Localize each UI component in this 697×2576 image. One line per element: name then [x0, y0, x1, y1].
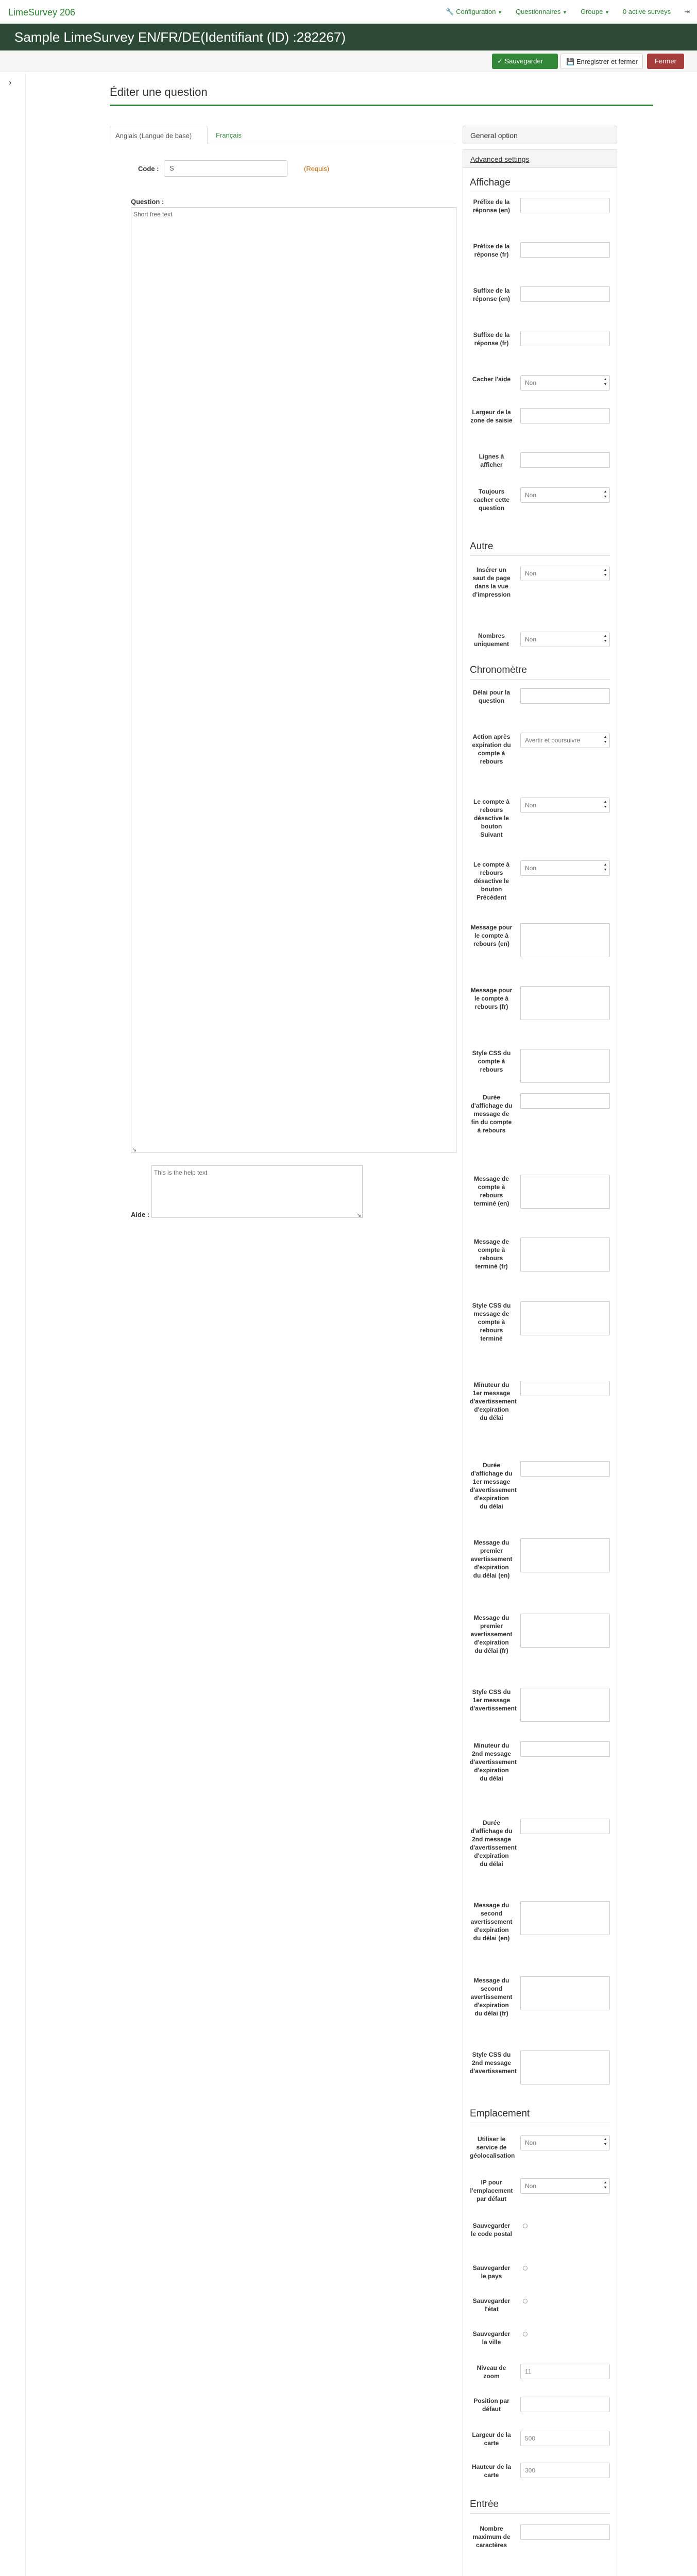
map-height-label: Hauteur de la carte	[471, 2463, 512, 2479]
help-textarea[interactable]	[151, 1165, 363, 1218]
advanced-settings-accordion[interactable]: Advanced settings	[463, 149, 617, 168]
select-arrows-icon: ▲ ▼	[603, 378, 607, 386]
rows-label: Lignes à afficher	[479, 453, 504, 468]
finish-css-label: Style CSS du message de compte à rebours terminé	[472, 1302, 511, 1342]
warn2-msg-en-textarea[interactable]	[520, 1901, 610, 1935]
suffix-en-label: Suffixe de la réponse (en)	[472, 287, 510, 302]
survey-title: Sample LimeSurvey EN/FR/DE(Identifiant (ID) :282267)	[14, 29, 346, 45]
warn1-msg-en-label: Message du premier avertissement d'expiration du délai (en)	[470, 1539, 513, 1579]
resize-handle-icon[interactable]: ↘	[356, 1212, 362, 1218]
prefix-en-input[interactable]	[520, 198, 610, 213]
warn2-css-label: Style CSS du 2nd message d'avertissement	[470, 2051, 517, 2075]
warn2-msg-fr-textarea[interactable]	[520, 1976, 610, 2010]
map-height-input[interactable]: 300	[520, 2463, 610, 2478]
warn1-msg-en-textarea[interactable]	[520, 1538, 610, 1572]
disable-prev-select[interactable]: Non ▲ ▼	[520, 860, 610, 876]
time-limit-label: Délai pour la question	[472, 689, 511, 704]
section-emplacement: Emplacement	[470, 2108, 530, 2119]
hide-tip-select[interactable]: Non ▲ ▼	[520, 375, 610, 391]
save-country-label: Sauvegarder le pays	[472, 2264, 511, 2280]
nav-menu	[446, 8, 690, 16]
warn1-duration-input[interactable]	[520, 1461, 610, 1477]
page-break-label: Insérer un saut de page dans la vue d'impression	[472, 566, 511, 598]
section-affichage: Affichage	[470, 177, 511, 188]
survey-title-bar	[0, 24, 697, 50]
zoom-input[interactable]: 11	[520, 2364, 610, 2379]
finish-duration-input[interactable]	[520, 1093, 610, 1109]
geo-service-select[interactable]: Non ▲ ▼	[520, 2135, 610, 2150]
max-chars-input[interactable]	[520, 2524, 610, 2540]
suffix-en-input[interactable]	[520, 286, 610, 302]
prefix-fr-label: Préfixe de la réponse (fr)	[473, 243, 510, 258]
numbers-only-select[interactable]: Non ▲ ▼	[520, 632, 610, 647]
warn1-css-label: Style CSS du 1er message d'avertissement	[470, 1688, 517, 1712]
title-divider	[110, 105, 653, 106]
code-input[interactable]: S	[164, 160, 287, 177]
finish-duration-label: Durée d'affichage du message de fin du compte à rebours	[470, 1094, 513, 1134]
resize-handle-icon[interactable]: ↘	[132, 1147, 137, 1153]
finish-msg-fr-textarea[interactable]	[520, 1238, 610, 1272]
section-divider	[470, 679, 610, 680]
map-width-input[interactable]: 500	[520, 2431, 610, 2446]
warn1-duration-label: Durée d'affichage du 1er message d'avertissement d'expiration du délai	[470, 1462, 517, 1510]
save-country-radio[interactable]	[523, 2266, 528, 2270]
time-action-label: Action après expiration du compte à rebours	[472, 733, 511, 765]
nav-groupe[interactable]: Groupe ▼	[580, 8, 609, 15]
countdown-msg-en-textarea[interactable]	[520, 923, 610, 957]
ip-default-select[interactable]: Non ▲ ▼	[520, 2178, 610, 2194]
warn2-msg-en-label: Message du second avertissement d'expiration du délai (en)	[470, 1902, 513, 1942]
tab-french[interactable]: Français	[216, 131, 242, 139]
always-hide-label: Toujours cacher cette question	[473, 488, 510, 512]
finish-msg-en-label: Message de compte à rebours terminé (en)	[473, 1175, 509, 1207]
sidebar-collapsed	[0, 72, 26, 2576]
top-navbar	[0, 0, 697, 24]
general-option-accordion[interactable]: General option	[463, 126, 617, 144]
save-button[interactable]: ✓ Sauvegarder	[492, 54, 558, 69]
countdown-msg-en-label: Message pour le compte à rebours (en)	[470, 924, 513, 947]
chevron-down-icon: ▼	[604, 10, 609, 15]
save-zip-radio[interactable]	[523, 2224, 528, 2228]
warn2-css-textarea[interactable]	[520, 2050, 610, 2084]
question-label: Question :	[131, 198, 164, 206]
suffix-fr-label: Suffixe de la réponse (fr)	[473, 331, 510, 347]
warn2-duration-input[interactable]	[520, 1819, 610, 1834]
select-arrows-icon: ▲ ▼	[603, 568, 607, 577]
finish-msg-fr-label: Message de compte à rebours terminé (fr)	[473, 1238, 509, 1270]
prefix-en-label: Préfixe de la réponse (en)	[472, 198, 510, 214]
chevron-right-icon[interactable]: ›	[9, 78, 12, 87]
ip-default-label: IP pour l'emplacement par défaut	[470, 2179, 513, 2202]
warn1-msg-fr-label: Message du premier avertissement d'expiration du délai (fr)	[470, 1614, 513, 1654]
always-hide-select[interactable]: Non ▲ ▼	[520, 487, 610, 503]
save-and-close-button[interactable]: 💾 Enregistrer et fermer	[560, 54, 643, 69]
warn2-timer-label: Minuteur du 2nd message d'avertissement d'expiration du délai	[470, 1742, 517, 1782]
question-text: Short free text	[133, 211, 173, 218]
close-button[interactable]: Fermer	[647, 54, 684, 69]
save-state-label: Sauvegarder l'état	[472, 2297, 511, 2313]
select-arrows-icon: ▲ ▼	[603, 2181, 607, 2190]
prefix-fr-input[interactable]	[520, 242, 610, 258]
page-break-select[interactable]: Non ▲ ▼	[520, 566, 610, 581]
finish-css-textarea[interactable]	[520, 1301, 610, 1335]
question-editor[interactable]	[131, 207, 456, 1153]
warn1-timer-input[interactable]	[520, 1381, 610, 1396]
brand-logo-text[interactable]: LimeSurvey 206	[8, 7, 76, 18]
page-title: Éditer une question	[110, 86, 208, 98]
action-toolbar	[0, 50, 697, 72]
select-arrows-icon: ▲ ▼	[603, 2138, 607, 2146]
countdown-msg-fr-textarea[interactable]	[520, 986, 610, 1020]
chevron-down-icon: ▼	[563, 10, 567, 15]
default-pos-input[interactable]	[520, 2397, 610, 2412]
logout-icon[interactable]: ⇥	[684, 8, 690, 15]
default-pos-label: Position par défaut	[473, 2397, 509, 2413]
save-city-label: Sauvegarder la ville	[472, 2330, 511, 2346]
select-arrows-icon: ▲ ▼	[603, 634, 607, 643]
text-width-input[interactable]	[520, 408, 610, 423]
map-width-label: Largeur de la carte	[472, 2431, 511, 2447]
advanced-settings-panel	[463, 168, 617, 2576]
nav-questionnaires[interactable]: Questionnaires ▼	[515, 8, 567, 15]
select-arrows-icon: ▲ ▼	[603, 490, 607, 499]
text-width-label: Largeur de la zone de saisie	[470, 409, 513, 424]
warn1-timer-label: Minuteur du 1er message d'avertissement d'expiration du délai	[470, 1381, 517, 1421]
help-label: Aide :	[131, 1211, 150, 1218]
select-arrows-icon: ▲ ▼	[603, 863, 607, 872]
save-zip-label: Sauvegarder le code postal	[470, 2222, 513, 2238]
disable-next-select[interactable]: Non ▲ ▼	[520, 798, 610, 813]
section-chronometre: Chronomètre	[470, 665, 527, 675]
zoom-label: Niveau de zoom	[477, 2364, 506, 2380]
save-state-radio[interactable]	[523, 2299, 528, 2303]
time-limit-input[interactable]	[520, 688, 610, 704]
language-tabs	[110, 127, 456, 144]
geo-service-label: Utiliser le service de géolocalisation	[470, 2136, 515, 2159]
section-entree: Entrée	[470, 2499, 499, 2510]
time-action-select[interactable]: Avertir et poursuivre ▲ ▼	[520, 733, 610, 748]
max-chars-label: Nombre maximum de caractères	[472, 2525, 511, 2549]
required-note: (Requis)	[304, 165, 330, 173]
countdown-msg-fr-label: Message pour le compte à rebours (fr)	[470, 987, 513, 1010]
warn2-timer-input[interactable]	[520, 1741, 610, 1757]
section-autre: Autre	[470, 541, 494, 552]
help-text: This is the help text	[154, 1169, 208, 1176]
chevron-down-icon: ▼	[498, 10, 502, 15]
warn2-duration-label: Durée d'affichage du 2nd message d'avertissement d'expiration du délai	[470, 1819, 517, 1868]
disable-next-label: Le compte à rebours désactive le bouton Suivant	[473, 798, 510, 838]
section-divider	[470, 2513, 610, 2514]
countdown-css-textarea[interactable]	[520, 1049, 610, 1083]
warn1-msg-fr-textarea[interactable]	[520, 1614, 610, 1648]
finish-msg-en-textarea[interactable]	[520, 1175, 610, 1209]
suffix-fr-input[interactable]	[520, 331, 610, 346]
nav-configuration[interactable]: 🔧 Configuration ▼	[446, 8, 502, 15]
select-arrows-icon: ▲ ▼	[603, 800, 607, 809]
warn2-msg-fr-label: Message du second avertissement d'expiration du délai (fr)	[470, 1977, 513, 2017]
rows-input[interactable]	[520, 452, 610, 468]
countdown-css-label: Style CSS du compte à rebours	[472, 1049, 511, 1073]
code-label: Code :	[138, 165, 159, 173]
select-arrows-icon: ▲ ▼	[603, 735, 607, 744]
save-city-radio[interactable]	[523, 2332, 528, 2336]
section-divider	[470, 555, 610, 556]
tab-english[interactable]: Anglais (Langue de base)	[110, 127, 208, 144]
hide-tip-label: Cacher l'aide	[472, 376, 511, 383]
warn1-css-textarea[interactable]	[520, 1688, 610, 1722]
numbers-only-label: Nombres uniquement	[474, 632, 509, 648]
nav-active-surveys[interactable]: 0 active surveys	[622, 8, 671, 15]
disable-prev-label: Le compte à rebours désactive le bouton Précédent	[473, 861, 510, 901]
